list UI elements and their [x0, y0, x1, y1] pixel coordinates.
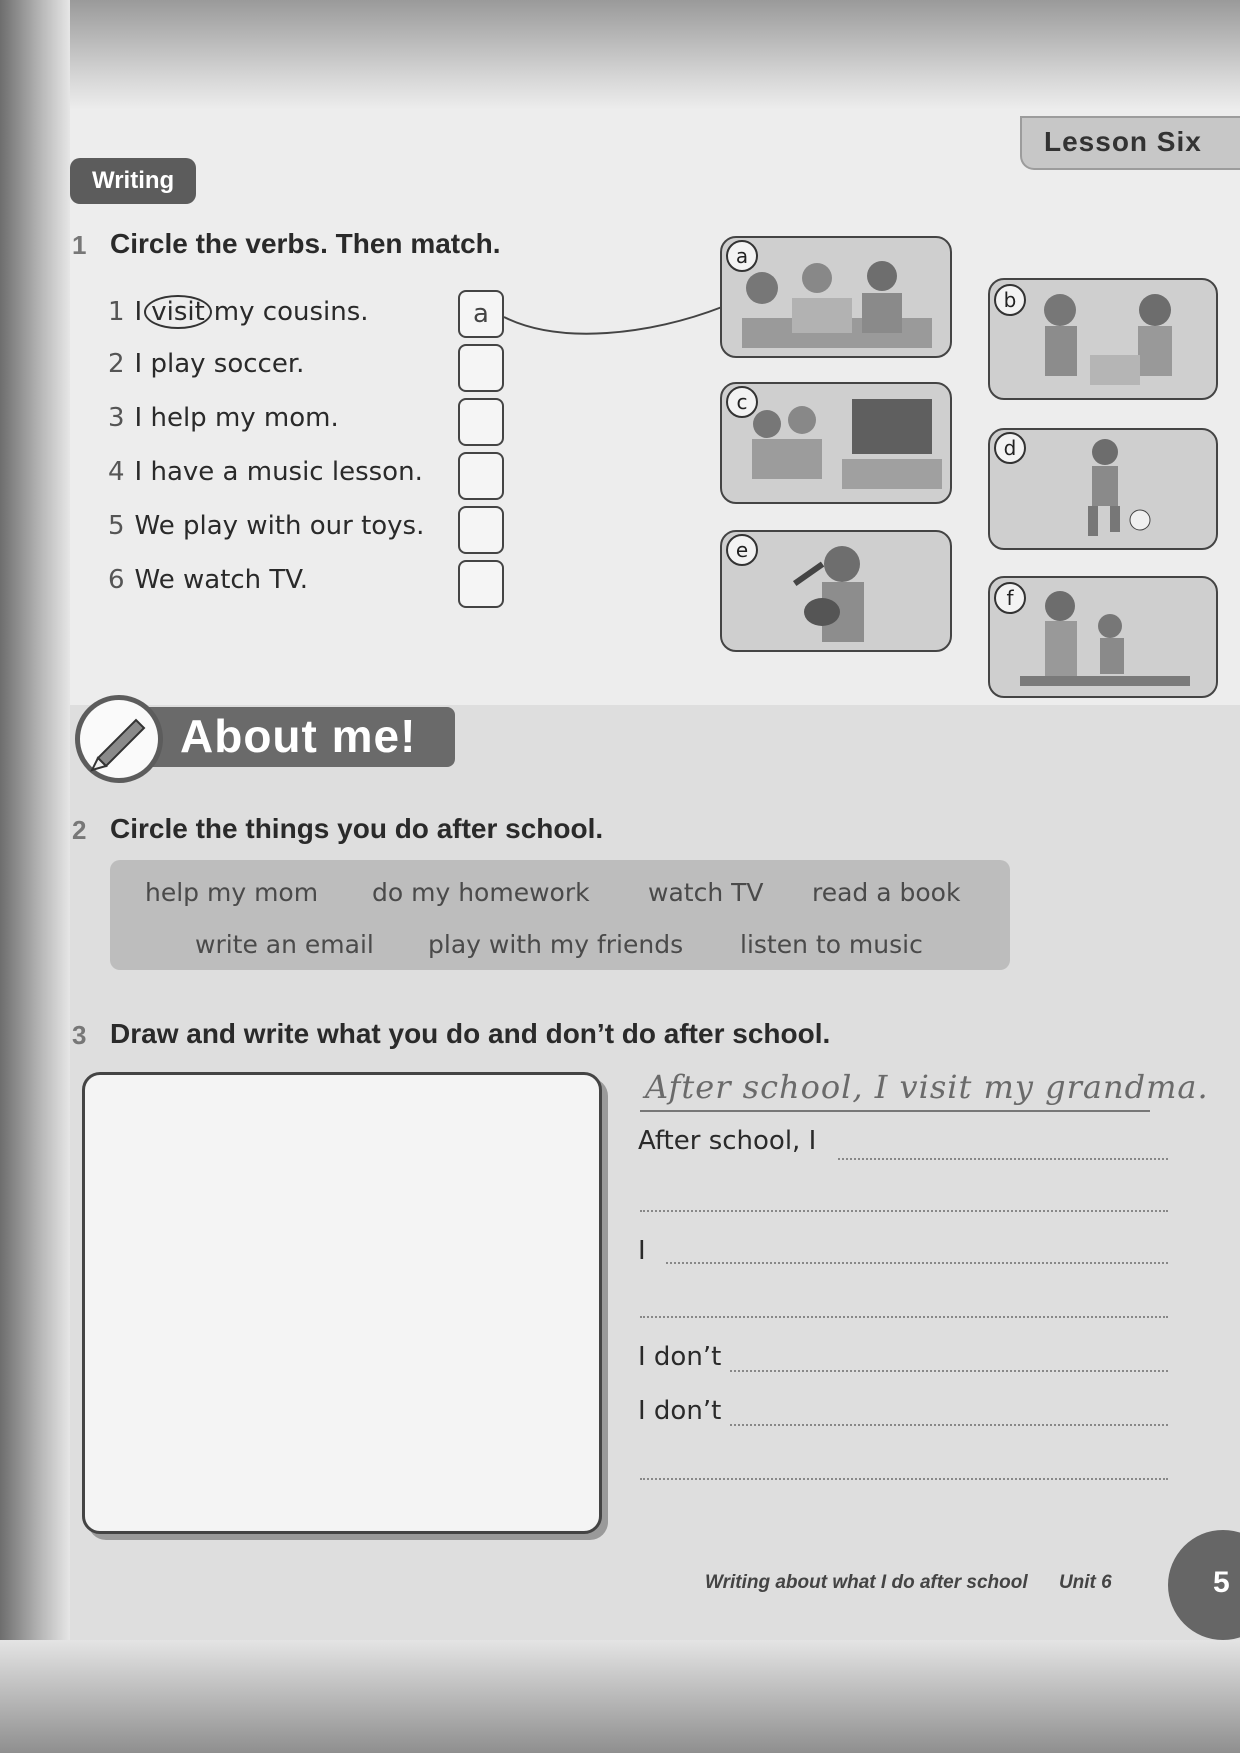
circled-verb[interactable]: visit — [144, 295, 212, 329]
prompt-after-school: After school, I — [638, 1126, 817, 1156]
sentence-text[interactable]: I help my mom. — [134, 403, 339, 433]
word-option[interactable]: do my homework — [372, 878, 590, 907]
footer-caption — [705, 1572, 1112, 1594]
word-option[interactable]: write an email — [195, 930, 374, 959]
lesson-tab-label: Lesson Six — [1044, 126, 1202, 157]
prompt-i-dont-2: I don’t — [638, 1396, 722, 1426]
word-option[interactable]: help my mom — [145, 878, 319, 907]
writing-line[interactable] — [640, 1478, 1168, 1480]
prompt-i: I — [638, 1236, 646, 1266]
sentence-text[interactable]: We watch TV. — [134, 565, 309, 595]
example-underline — [640, 1110, 1150, 1112]
sentence-1 — [108, 295, 369, 329]
exercise-3-instruction: Draw and write what you do and don’t do after school. — [110, 1018, 831, 1049]
drawing-area[interactable] — [82, 1072, 602, 1534]
writing-line[interactable] — [730, 1424, 1168, 1426]
page-shadow-top — [0, 0, 1240, 110]
sentence-text-before: I — [134, 297, 143, 327]
word-option[interactable]: play with my friends — [428, 930, 684, 959]
writing-line[interactable] — [666, 1262, 1168, 1264]
sentence-text[interactable]: I play soccer. — [134, 349, 305, 379]
answer-box-3[interactable] — [458, 398, 504, 446]
word-option[interactable]: watch TV — [648, 878, 764, 907]
answer-box-6[interactable] — [458, 560, 504, 608]
picture-label-c: c — [726, 386, 758, 418]
picture-label-b: b — [994, 284, 1026, 316]
word-option[interactable]: read a book — [812, 878, 961, 907]
writing-line[interactable] — [640, 1316, 1168, 1318]
exercise-3-number: 3 — [72, 1020, 87, 1050]
answer-box-5[interactable] — [458, 506, 504, 554]
about-me-banner — [75, 695, 455, 775]
match-line — [500, 295, 730, 345]
page-shadow-bottom — [0, 1640, 1240, 1753]
answer-box-4[interactable] — [458, 452, 504, 500]
sentence-text[interactable]: I have a music lesson. — [134, 457, 423, 487]
sentence-2 — [108, 349, 304, 379]
example-sentence: After school, I visit my grandma. — [645, 1068, 1209, 1106]
writing-line[interactable] — [838, 1158, 1168, 1160]
pencil-icon — [75, 695, 163, 783]
answer-box-2[interactable] — [458, 344, 504, 392]
page-shadow-left — [0, 0, 70, 1753]
picture-label-e: e — [726, 534, 758, 566]
sentence-4 — [108, 457, 423, 487]
exercise-1-instruction: Circle the verbs. Then match. — [110, 228, 501, 259]
lesson-tab — [1020, 116, 1240, 170]
prompt-i-dont-1: I don’t — [638, 1342, 722, 1372]
exercise-2-number: 2 — [72, 815, 87, 845]
sentence-number: 6 — [108, 565, 125, 595]
word-option[interactable]: listen to music — [740, 930, 923, 959]
sentence-text[interactable]: We play with our toys. — [134, 511, 425, 541]
answer-box-1[interactable]: a — [458, 290, 504, 338]
writing-line[interactable] — [640, 1210, 1168, 1212]
writing-line[interactable] — [730, 1370, 1168, 1372]
sentence-text-after: my cousins. — [213, 297, 369, 327]
picture-label-f: f — [994, 582, 1026, 614]
footer-caption-text: Writing about what I do after school — [705, 1572, 1028, 1593]
footer-unit: Unit 6 — [1058, 1572, 1112, 1593]
page-number: 5 — [1213, 1566, 1230, 1599]
picture-label-d: d — [994, 432, 1026, 464]
writing-badge: Writing — [70, 158, 196, 204]
sentence-6 — [108, 565, 308, 595]
picture-label-a: a — [726, 240, 758, 272]
sentence-number: 3 — [108, 403, 125, 433]
sentence-number: 5 — [108, 511, 125, 541]
sentence-number: 4 — [108, 457, 125, 487]
sentence-5 — [108, 511, 424, 541]
exercise-1-number: 1 — [72, 230, 87, 260]
sentence-3 — [108, 403, 339, 433]
exercise-2-instruction: Circle the things you do after school. — [110, 813, 604, 844]
sentence-number: 2 — [108, 349, 125, 379]
sentence-number: 1 — [108, 297, 125, 327]
about-me-title: About me! — [180, 710, 417, 762]
